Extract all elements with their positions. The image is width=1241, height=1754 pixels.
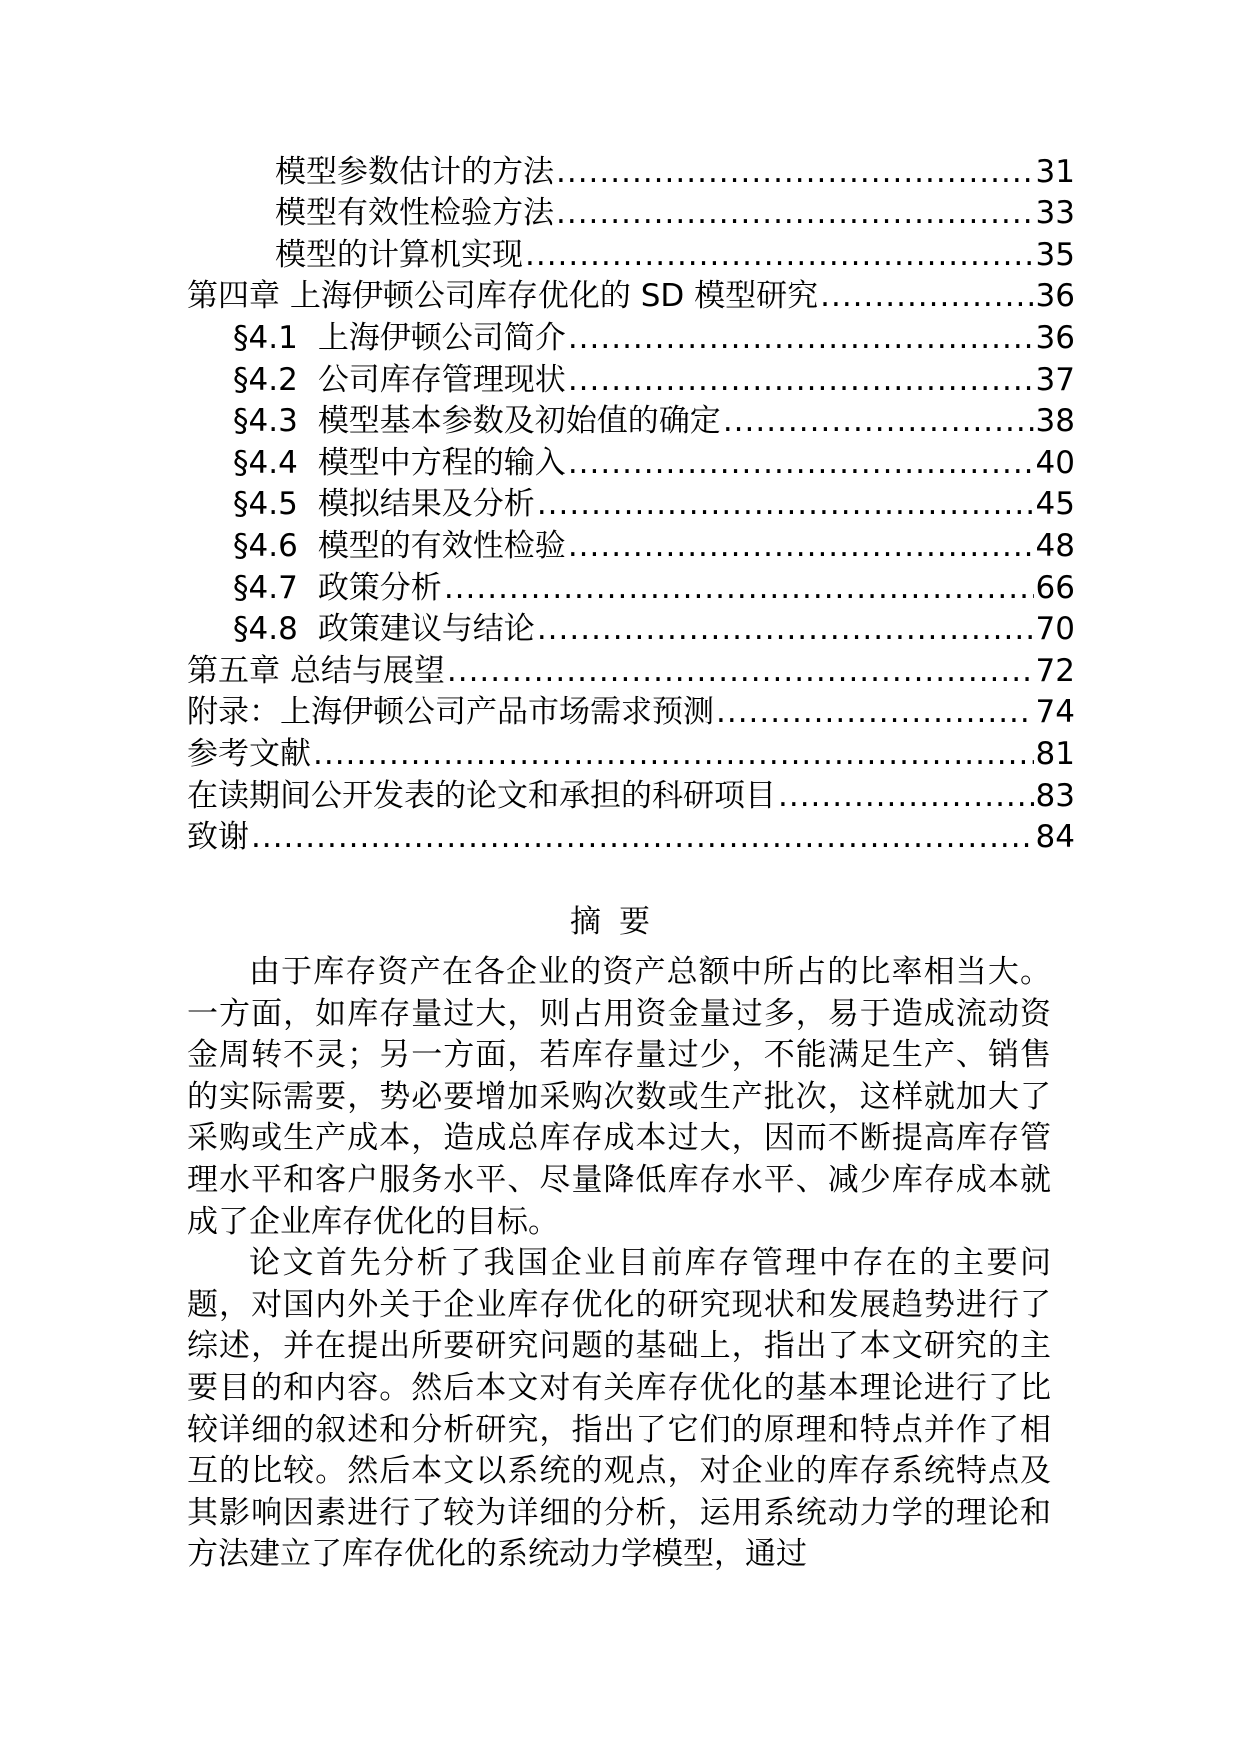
- toc-entry-title: 第五章 总结与展望: [187, 652, 445, 689]
- toc-entry-page-number: 37: [1035, 361, 1075, 398]
- toc-entry-page-number: 81: [1035, 735, 1075, 772]
- abstract-paragraph: 论文首先分析了我国企业目前库存管理中存在的主要问题，对国内外关于企业库存优化的研究现状和发展趋势进行了综述，并在提出所要研究问题的基础上，指出了本文研究的主要目的和内容。然后本文对有关库存优化的基本理论进行了比较详细的叙述和分析研究，指出了它们的原理和特点并作了相互的比较。然后本文以系统的观点，对企业的库存系统特点及其影响因素进行了较为详细的分析，运用系统动力学的理论和方法建立了库存优化的系统动力学模型，通过: [187, 1245, 1051, 1573]
- toc-entry-title: 参考文献: [187, 735, 311, 772]
- toc-entry[interactable]: [187, 441, 1075, 483]
- toc-entry[interactable]: [187, 233, 1075, 275]
- toc-entry-page-number: 31: [1035, 153, 1075, 190]
- toc-entry[interactable]: [187, 774, 1075, 816]
- toc-entry-title: 政策建议与结论: [317, 611, 535, 648]
- toc-entry-page-number: 83: [1035, 777, 1075, 814]
- toc-entry-number: §4.4: [233, 444, 298, 481]
- toc-dot-leader: [251, 817, 1034, 857]
- toc-entry[interactable]: [187, 483, 1075, 525]
- toc-entry-title: 公司库存管理现状: [317, 361, 566, 398]
- toc-dot-leader: [723, 401, 1034, 441]
- toc-dot-leader: [525, 235, 1034, 275]
- toc-entry[interactable]: [187, 524, 1075, 566]
- toc-entry-page-number: 38: [1035, 403, 1075, 440]
- toc-entry-page-number: 36: [1035, 319, 1075, 356]
- toc-entry-title: 模型的计算机实现: [275, 236, 523, 273]
- toc-entry-number: §4.1: [233, 319, 298, 356]
- toc-entry-title: 附录：上海伊顿公司产品市场需求预测: [187, 694, 714, 731]
- toc-dot-leader: [537, 609, 1034, 649]
- toc-entry-number: §4.8: [233, 611, 298, 648]
- toc-entry-title: 模型的有效性检验: [317, 527, 566, 564]
- toc-entry-title: 模型基本参数及初始值的确定: [317, 403, 721, 440]
- toc-entry-number: §4.6: [233, 527, 298, 564]
- toc-entry-title: 模型参数估计的方法: [275, 153, 554, 190]
- toc-dot-leader: [537, 484, 1034, 524]
- toc-entry-page-number: 33: [1035, 195, 1075, 232]
- toc-dot-leader: [568, 526, 1034, 566]
- toc-entry-title: 政策分析: [317, 569, 442, 606]
- toc-entry[interactable]: [187, 275, 1075, 317]
- toc-entry-page-number: 66: [1035, 569, 1075, 606]
- toc-entry-title: 模拟结果及分析: [317, 486, 535, 523]
- toc-entry[interactable]: [187, 816, 1075, 858]
- toc-entry-title: 致谢: [187, 819, 249, 856]
- toc-entry-page-number: 72: [1035, 652, 1075, 689]
- toc-dot-leader: [556, 193, 1034, 233]
- toc-dot-leader: [568, 360, 1034, 400]
- toc-entry-title: 模型有效性检验方法: [275, 195, 554, 232]
- toc-entry-number: §4.3: [233, 403, 298, 440]
- abstract-paragraph: 由于库存资产在各企业的资产总额中所占的比率相当大。一方面，如库存量过大，则占用资金量过多，易于造成流动资金周转不灵；另一方面，若库存量过少，不能满足生产、销售的实际需要，势必要增加采购次数或生产批次，这样就加大了采购或生产成本，造成总库存成本过大，因而不断提高库存管理水平和客户服务水平、尽量降低库存水平、减少库存成本就成了企业库存优化的目标。: [187, 954, 1051, 1240]
- toc-entry[interactable]: [187, 400, 1075, 442]
- toc-entry-page-number: 48: [1035, 527, 1075, 564]
- abstract-title: 摘要: [570, 904, 668, 940]
- toc-entry[interactable]: [187, 566, 1075, 608]
- toc-entry-page-number: 45: [1035, 486, 1075, 523]
- toc-entry[interactable]: [187, 691, 1075, 733]
- toc-entry[interactable]: [187, 316, 1075, 358]
- toc-entry-number: §4.7: [233, 569, 298, 606]
- toc-entry[interactable]: [187, 649, 1075, 691]
- toc-dot-leader: [778, 776, 1034, 816]
- toc-entry-page-number: 36: [1035, 278, 1075, 315]
- toc-entry-number: §4.2: [233, 361, 298, 398]
- toc-entry-page-number: 74: [1035, 694, 1075, 731]
- toc-dot-leader: [447, 651, 1034, 691]
- abstract-body: [187, 952, 1051, 1576]
- toc-dot-leader: [313, 734, 1034, 774]
- toc-entry[interactable]: [187, 732, 1075, 774]
- toc-dot-leader: [820, 276, 1033, 316]
- toc-entry[interactable]: [187, 150, 1075, 192]
- toc-entry-page-number: 35: [1035, 236, 1075, 273]
- toc-entry[interactable]: [187, 608, 1075, 650]
- toc-entry-title: 第四章 上海伊顿公司库存优化的 SD 模型研究: [187, 278, 819, 315]
- toc-entry-title: 上海伊顿公司简介: [317, 319, 566, 356]
- table-of-contents: [187, 150, 1075, 857]
- toc-dot-leader: [556, 152, 1034, 192]
- toc-entry-page-number: 40: [1035, 444, 1075, 481]
- toc-entry-title: 在读期间公开发表的论文和承担的科研项目: [187, 777, 776, 814]
- toc-dot-leader: [716, 692, 1034, 732]
- toc-entry-title: 模型中方程的输入: [317, 444, 566, 481]
- toc-entry[interactable]: [187, 192, 1075, 234]
- toc-entry-page-number: 84: [1035, 819, 1075, 856]
- toc-dot-leader: [568, 318, 1034, 358]
- toc-dot-leader: [568, 443, 1034, 483]
- toc-dot-leader: [444, 568, 1034, 608]
- toc-entry-page-number: 70: [1035, 611, 1075, 648]
- toc-entry[interactable]: [187, 358, 1075, 400]
- toc-entry-number: §4.5: [233, 486, 298, 523]
